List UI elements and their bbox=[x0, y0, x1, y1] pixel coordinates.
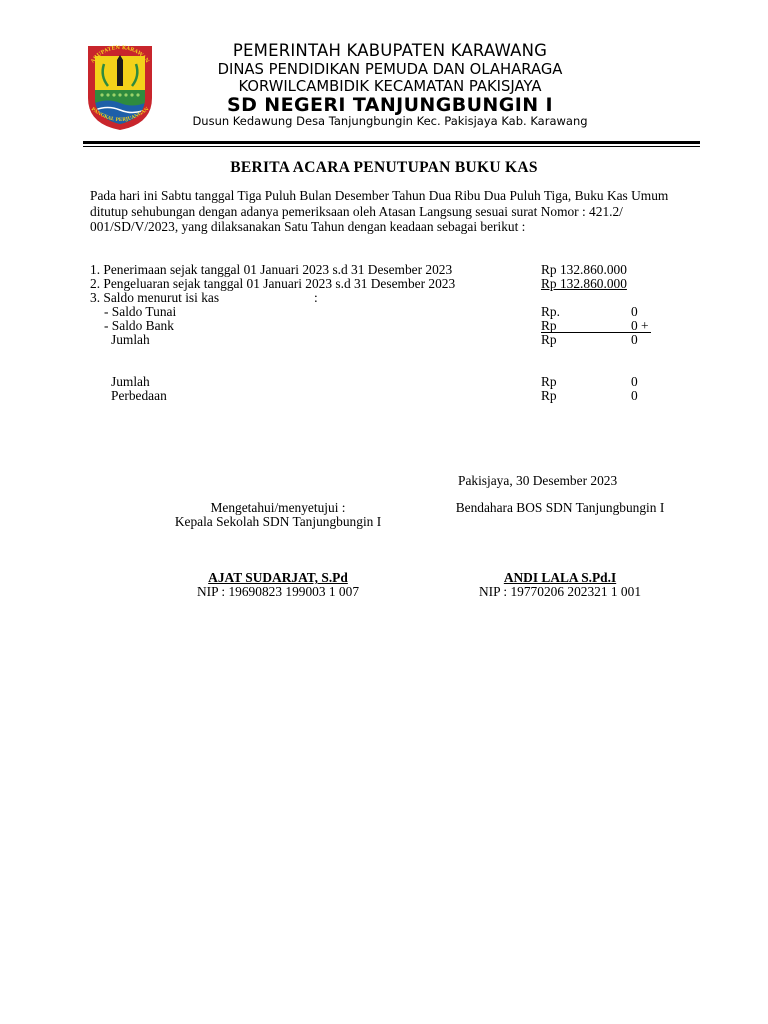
treasurer-nip: NIP : 19770206 202321 1 001 bbox=[478, 584, 642, 599]
school-name: SD NEGERI TANJUNGBUNGIN I bbox=[227, 94, 553, 116]
principal-title: Kepala Sekolah SDN Tanjungbungin I bbox=[174, 514, 382, 529]
bank-balance-value: 0 + bbox=[631, 318, 649, 333]
cash-balance-currency: Rp. bbox=[541, 304, 560, 319]
svg-text:KABUPATEN KARAWANG: ABUPATEN KARAWAN bbox=[89, 44, 151, 65]
svg-text:PANGKAL PERJUANGAN: PANGKAL PERJUANGAN bbox=[89, 106, 151, 124]
difference-label: Perbedaan bbox=[111, 388, 167, 403]
total-value: 0 bbox=[631, 332, 638, 347]
cash-balance-label: - Saldo Tunai bbox=[104, 304, 177, 319]
total-currency: Rp bbox=[541, 332, 557, 347]
bank-balance-currency: Rp bbox=[541, 318, 557, 333]
treasurer-name: ANDI LALA S.Pd.I bbox=[503, 570, 617, 585]
school-address: Dusun Kedawung Desa Tanjungbungin Kec. Pakisjaya Kab. Karawang bbox=[192, 114, 588, 128]
item-expenses-value: Rp 132.860.000 bbox=[541, 276, 627, 291]
total-book-label: Jumlah bbox=[111, 374, 150, 389]
place-date: Pakisjaya, 30 Desember 2023 bbox=[458, 473, 618, 488]
total-book-currency: Rp bbox=[541, 374, 557, 389]
item-cash-balance-colon: : bbox=[314, 290, 318, 305]
item-receipts-label: 1. Penerimaan sejak tanggal 01 Januari 2023 s.d 31 Desember 2023 bbox=[90, 262, 453, 277]
document-title: BERITA ACARA PENUTUPAN BUKU KAS bbox=[230, 159, 538, 176]
approval-label: Mengetahui/menyetujui : bbox=[210, 500, 346, 515]
total-book-value: 0 bbox=[631, 374, 638, 389]
letterhead-divider-thin bbox=[83, 146, 700, 147]
item-expenses-label: 2. Pengeluaran sejak tanggal 01 Januari 2023 s.d 31 Desember 2023 bbox=[90, 276, 456, 291]
treasurer-title: Bendahara BOS SDN Tanjungbungin I bbox=[455, 500, 665, 515]
item-receipts-value: Rp 132.860.000 bbox=[541, 262, 627, 277]
department-name: DINAS PENDIDIKAN PEMUDA DAN OLAHARAGA bbox=[217, 61, 563, 78]
district-office-name: KORWILCAMBIDIK KECAMATAN PAKISJAYA bbox=[238, 78, 542, 95]
letterhead-divider-thick bbox=[83, 141, 700, 144]
item-cash-balance-label: 3. Saldo menurut isi kas bbox=[90, 290, 220, 305]
government-name: PEMERINTAH KABUPATEN KARAWANG bbox=[232, 41, 548, 60]
difference-currency: Rp bbox=[541, 388, 557, 403]
principal-nip: NIP : 19690823 199003 1 007 bbox=[196, 584, 360, 599]
intro-paragraph: Pada hari ini Sabtu tanggal Tiga Puluh Bulan Desember Tahun Dua Ribu Dua Puluh Tiga, Buku Kas Umum ditutup sehubungan dengan adanya pemeriksaan oleh Atasan Langsung sesuai surat Nomor : 421.2/ 001/SD/V/2023, yang dilaksanakan Satu Tahun dengan keadaan sebagai berikut : bbox=[90, 188, 669, 234]
difference-value: 0 bbox=[631, 388, 638, 403]
regency-emblem-logo bbox=[82, 40, 158, 130]
principal-name: AJAT SUDARJAT, S.Pd bbox=[208, 570, 348, 585]
bank-balance-label: - Saldo Bank bbox=[104, 318, 174, 333]
total-label: Jumlah bbox=[111, 332, 150, 347]
cash-balance-value: 0 bbox=[631, 304, 638, 319]
